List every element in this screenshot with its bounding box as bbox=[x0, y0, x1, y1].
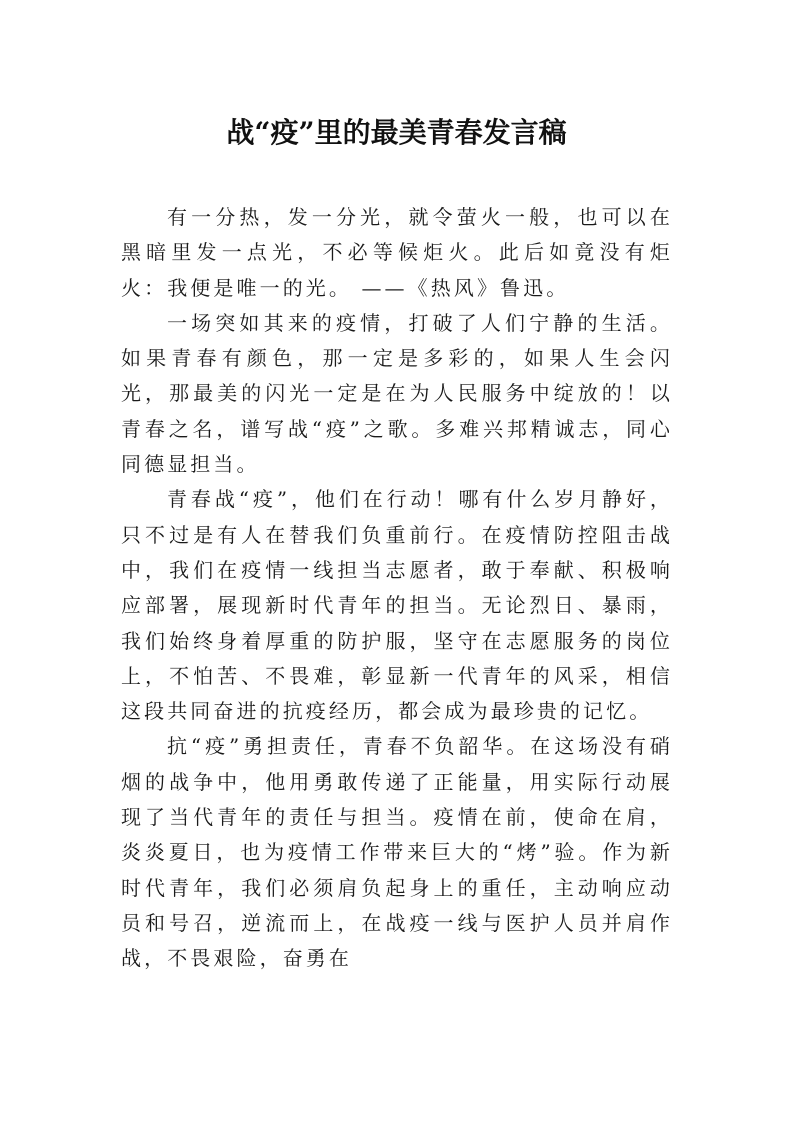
document-title: 战“疫”里的最美青春发言稿 bbox=[226, 115, 567, 149]
paragraph-4: 抗“疫”勇担责任，青春不负韶华。在这场没有硝烟的战争中，他用勇敢传递了正能量，用实际行动展现了当代青年的责任与担当。疫情在前，使命在肩，炎炎夏日，也为疫情工作带来巨大的“烤”验。作为新时代青年，我们必须肩负起身上的重任，主动响应动员和号召，逆流而上，在战疫一线与医护人员并肩作战，不畏艰险，奋勇在 bbox=[121, 734, 673, 971]
paragraph-2: 一场突如其来的疫情，打破了人们宁静的生活。如果青春有颜色，那一定是多彩的，如果人生会闪光，那最美的闪光一定是在为人民服务中绽放的！以青春之名，谱写战“疫”之歌。多难兴邦精诚志，同心同德显担当。 bbox=[121, 310, 673, 477]
paragraph-1: 有一分热，发一分光，就令萤火一般，也可以在黑暗里发一点光，不必等候炬火。此后如竟没有炬火：我便是唯一的光。 ——《热风》鲁迅。 bbox=[121, 205, 673, 300]
document-body bbox=[121, 200, 673, 977]
paragraph-3: 青春战“疫”，他们在行动！哪有什么岁月静好，只不过是有人在替我们负重前行。在疫情防控阻击战中，我们在疫情一线担当志愿者，敢于奉献、积极响应部署，展现新时代青年的担当。无论烈日、暴雨，我们始终身着厚重的防护服，坚守在志愿服务的岗位上，不怕苦、不畏难，彰显新一代青年的风采，相信这段共同奋进的抗疫经历，都会成为最珍贵的记忆。 bbox=[121, 487, 673, 724]
